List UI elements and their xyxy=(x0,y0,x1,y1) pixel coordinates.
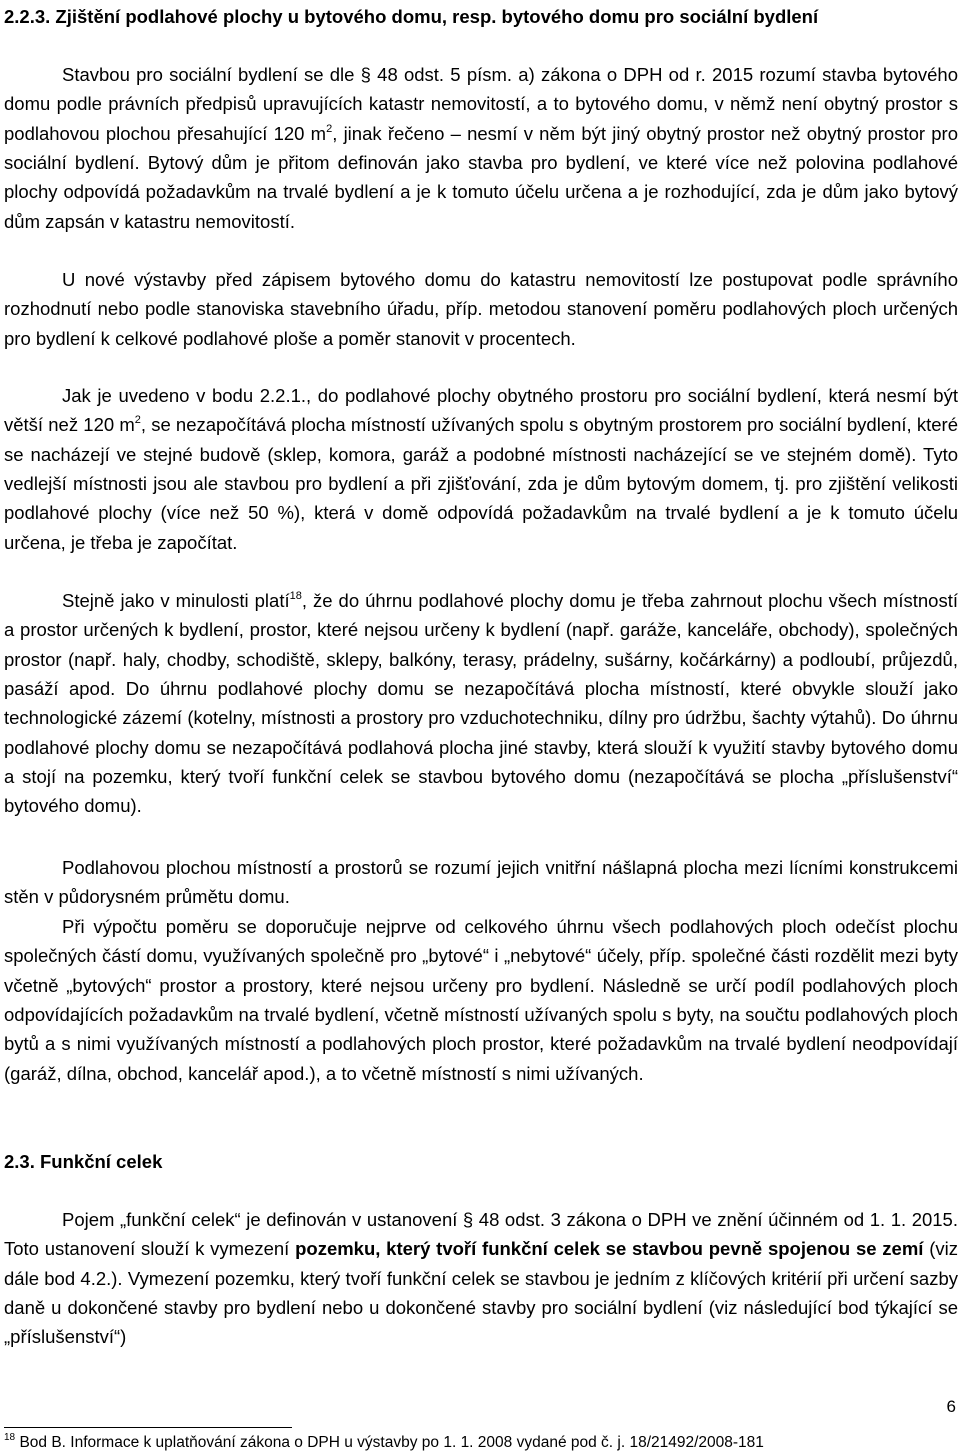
paragraph-text: Stejně jako v minulosti platí xyxy=(62,590,290,611)
paragraph-social-housing-definition xyxy=(4,60,958,236)
superscript: 2 xyxy=(134,414,141,427)
paragraph-new-construction: U nové výstavby před zápisem bytového domu do katastru nemovitostí lze postupovat podle správního rozhodnutí nebo podle stanoviska stavebního úřadu, příp. metodou stanovení poměru podlahových ploch určených pro bydlení k celkové podlahové ploše a poměr stanovit v procentech. xyxy=(4,269,958,349)
paragraph-text: Jak je uvedeno v bodu 2.2.1., do podlahové plochy obytného prostoru pro sociální bydlení, která nesmí být větší než 120 m xyxy=(4,385,958,436)
paragraph-text: Stavbou pro sociální bydlení se dle § 48 odst. 5 písm. a) zákona o DPH od r. 2015 rozumí stavba bytového domu podle právních předpisů upravujících katastr nemovitostí, a to bytového domu, v němž není obytný prostor s podlahovou plochou přesahující 120 m xyxy=(4,64,958,144)
paragraph-floor-area-exclusions xyxy=(4,381,958,557)
footnote xyxy=(4,1433,764,1453)
paragraph-text: Pojem „funkční celek“ je definován v ustanovení § 48 odst. 3 zákona o DPH ve znění účinném od 1. 1. 2015. Toto ustanovení slouží k vymezení xyxy=(4,1209,958,1260)
section-heading-2-2-3: 2.2.3. Zjištění podlahové plochy u bytového domu, resp. bytového domu pro sociální bydlení xyxy=(4,6,819,27)
paragraph-ratio-calculation: Při výpočtu poměru se doporučuje nejprve od celkového úhrnu všech podlahových ploch odečíst plochu společných částí domu, využívaných společně pro „bytové“ i „nebytové“ účely, příp. společné části rozdělit mezi byty včetně „bytových“ prostor a prostory, které nejsou určeny pro bydlení. Následně se určí podíl podlahových ploch odpovídajících požadavkům na trvalé bydlení, včetně místností užívaných spolu s byty, na součtu podlahových ploch bytů a s nimi využívaných místností a podlahových ploch prostor, které požadavkům na trvalé bydlení neodpovídají (garáž, dílna, obchod, kancelář apod.), a to včetně místností s nimi užívaných. xyxy=(4,916,958,1084)
paragraph-functional-unit xyxy=(4,1205,958,1352)
footnote-text: Bod B. Informace k uplatňování zákona o DPH u výstavby po 1. 1. 2008 vydané pod č. j. 18/21492/2008-181 xyxy=(19,1434,764,1451)
footnote-number: 18 xyxy=(4,1432,16,1443)
bold-text: pozemku, který tvoří funkční celek se stavbou pevně spojenou se zemí xyxy=(295,1238,924,1260)
paragraph-total-floor-area xyxy=(4,586,958,821)
paragraph-text: , že do úhrnu podlahové plochy domu je třeba zahrnout plochu všech místností a prostor určených k bydlení, prostor, které nejsou určeny k bydlení (např. garáže, kanceláře, obchody), společných prostor (např. haly, chodby, schodiště, sklepy, balkóny, terasy, prádelny, sušárny, kočárkárny) a podloubí, průjezdů, pasáží apod. Do úhrnu podlahové plochy domu se nezapočítává plocha místností, které obvykle slouží jako technologické zázemí (kotelny, místnosti a prostory pro vzduchotechniku, dílny pro údržbu, šachty výtahů). Do úhrnu podlahové plochy domu se nezapočítává podlahová plocha jiné stavby, která slouží k využití stavby bytového domu a stojí na pozemku, který tvoří funkční celek se stavbou bytového domu (nezapočítává se plocha „příslušenství“ bytového domu). xyxy=(4,590,958,817)
footnote-divider xyxy=(4,1427,292,1428)
paragraph-text: , jinak řečeno – nesmí v něm být jiný obytný prostor než obytný prostor pro sociální bydlení. Bytový dům je přitom definován jako stavba pro bydlení, ve které více než polovina podlahové plochy odpovídá požadavkům na trvalé bydlení a je k tomuto účelu určena a je rozhodující, zda je dům jako bytový dům zapsán v katastru nemovitostí. xyxy=(4,122,958,232)
paragraph-text: , se nezapočítává plocha místností užívaných spolu s obytným prostorem pro sociální bydlení, které se nacházejí ve stejné budově (sklep, komora, garáž a podobné místnosti nacházející se ve stejném domě). Tyto vedlejší místnosti jsou ale stavbou pro bydlení a při zjišťování, zda je dům bytovým domem, tj. pro zjištění velikosti podlahové plochy (více než 50 %), která v domě odpovídá požadavkům na trvalé bydlení a je k tomuto účelu určena, je třeba je započítat. xyxy=(4,414,959,553)
page-number: 6 xyxy=(946,1397,956,1416)
footnote-reference: 18 xyxy=(289,590,302,602)
paragraph-text: (viz dále bod 4.2.). Vymezení pozemku, který tvoří funkční celek se stavbou je jedním z klíčových kritérií při určení sazby daně u dokončené stavby pro bydlení nebo u dokončené stavby pro sociální bydlení (viz následující bod týkající se „příslušenství“) xyxy=(4,1238,958,1348)
paragraph-floor-area-meaning: Podlahovou plochou místností a prostorů se rozumí jejich vnitřní nášlapná plocha mezi lícními konstrukcemi stěn v půdorysném průmětu domu. xyxy=(4,857,958,908)
superscript: 2 xyxy=(326,122,333,135)
section-heading-2-3: 2.3. Funkční celek xyxy=(4,1151,163,1172)
